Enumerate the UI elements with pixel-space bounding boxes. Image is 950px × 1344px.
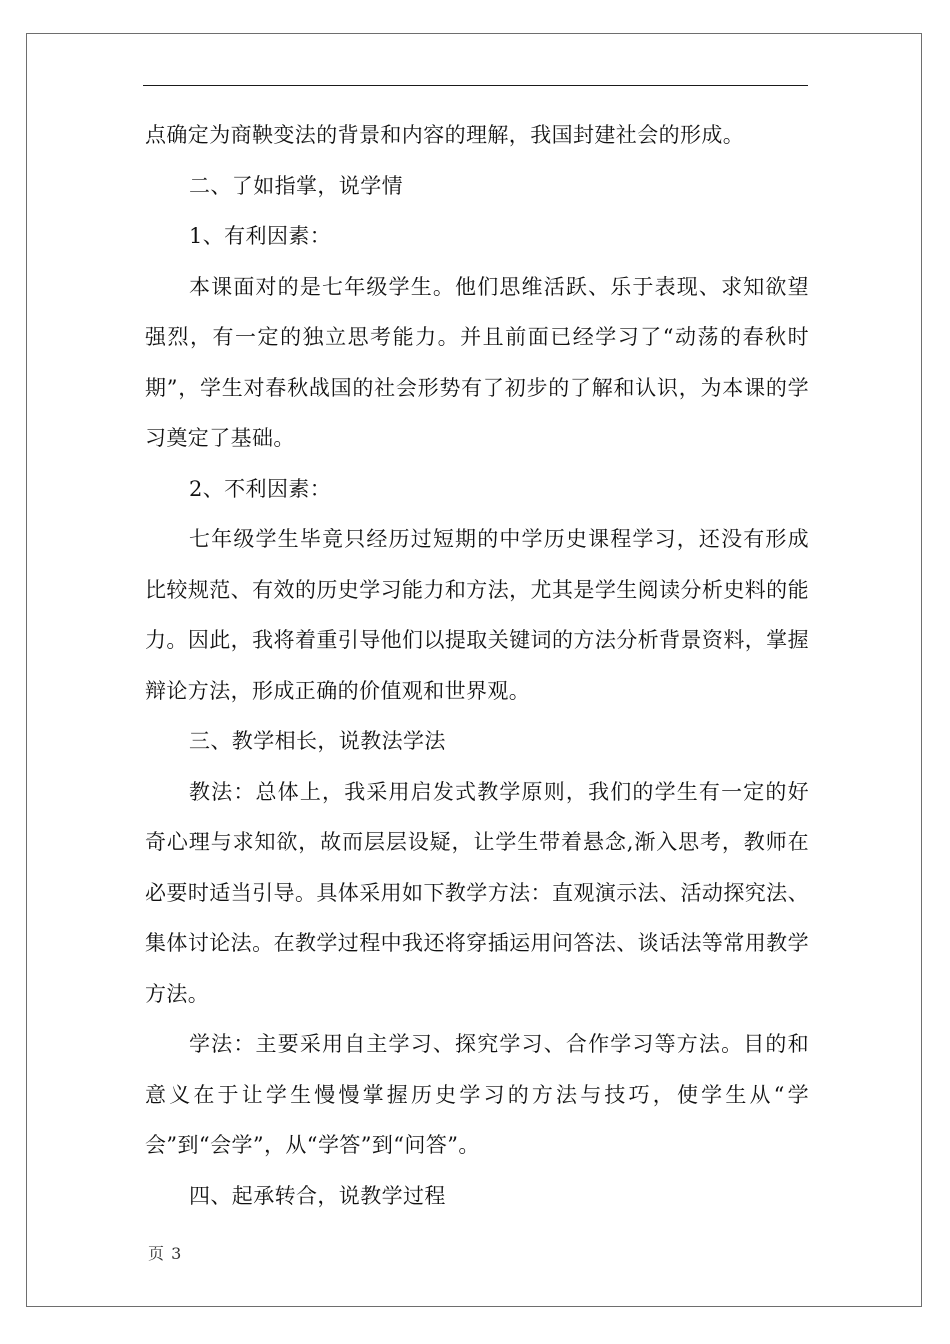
- header-rule: [143, 85, 808, 86]
- subsection-heading: 1、有利因素：: [189, 224, 332, 248]
- document-body: [145, 110, 809, 1221]
- page-number: 页 3: [148, 1244, 183, 1263]
- section-heading: 四、起承转合，说教学过程: [189, 1183, 446, 1208]
- paragraph: 学法：主要采用自主学习、探究学习、合作学习等方法。目的和意义在于让学生慢慢掌握历史学习的方法与技巧，使学生从“学会”到“会学”，从“学答”到“问答”。: [145, 1032, 809, 1157]
- paragraph: 本课面对的是七年级学生。他们思维活跃、乐于表现、求知欲望强烈，有一定的独立思考能力。并且前面已经学习了“动荡的春秋时期”，学生对春秋战国的社会形势有了初步的了解和认识，为本课的学习奠定了基础。: [145, 274, 809, 450]
- paragraph: 点确定为商鞅变法的背景和内容的理解，我国封建社会的形成。: [145, 123, 745, 147]
- paragraph: 七年级学生毕竟只经历过短期的中学历史课程学习，还没有形成比较规范、有效的历史学习能力和方法，尤其是学生阅读分析史料的能力。因此，我将着重引导他们以提取关键词的方法分析背景资料，掌握辩论方法，形成正确的价值观和世界观。: [145, 527, 809, 703]
- paragraph: 教法：总体上，我采用启发式教学原则，我们的学生有一定的好奇心理与求知欲，故而层层设疑，让学生带着悬念,渐入思考，教师在必要时适当引导。具体采用如下教学方法：直观演示法、活动探究法、集体讨论法。在教学过程中我还将穿插运用问答法、谈话法等常用教学方法。: [145, 779, 809, 1006]
- section-heading: 二、了如指掌，说学情: [189, 173, 403, 198]
- section-heading: 三、教学相长，说教法学法: [189, 729, 446, 753]
- subsection-heading: 2、不利因素：: [189, 476, 332, 501]
